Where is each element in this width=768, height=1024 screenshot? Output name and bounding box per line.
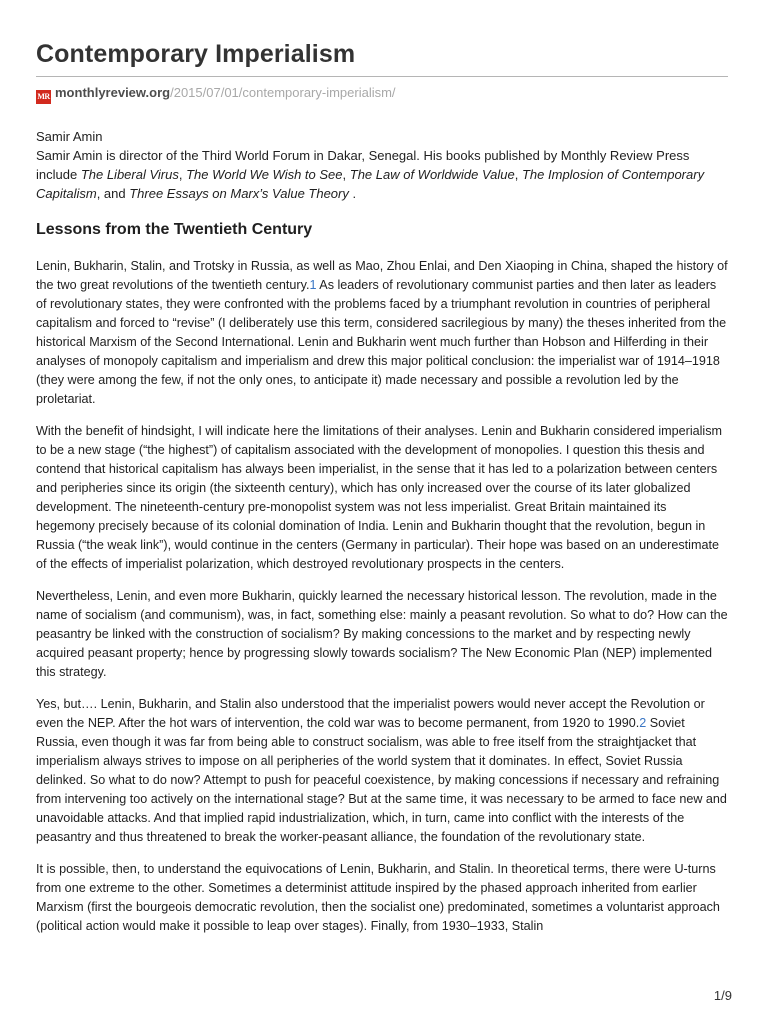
paragraph-text: Lenin, Bukharin, Stalin, and Trotsky in Russia, as well as Mao, Zhou Enlai, and Den Xiaoping in China, shaped the history of the two great revolutions of the twentieth century. xyxy=(36,259,728,292)
footnote-link-2[interactable]: 2 xyxy=(639,716,647,730)
author-bio xyxy=(36,146,728,203)
book-title: The Liberal Virus xyxy=(80,167,179,182)
section-heading: Lessons from the Twentieth Century xyxy=(36,221,313,238)
book-title: The World We Wish to See xyxy=(186,167,343,182)
bio-text: , xyxy=(178,167,187,182)
page-number: 1/9 xyxy=(713,988,732,1003)
footnote-link-1[interactable]: 1 xyxy=(309,278,317,292)
author-name: Samir Amin xyxy=(36,129,103,144)
paragraph-1 xyxy=(36,257,728,409)
title-divider xyxy=(36,76,728,77)
paragraph-2: With the benefit of hindsight, I will indicate here the limitations of their analyses. Lenin and Bukharin considered imperialism to be a new stage (“the highest”) of capitalism associated with the development of monopolies. I question this thesis and contend that historical capitalism has always been imperialist, in the sense that it has led to a polarization between centers and peripheries since its origin (the sixteenth century), which has only increased over the course of its later globalized development. The nineteenth-century pre-monopolist system was not less imperialist. Great Britain maintained its hegemony precisely because of its colonial domination of India. Lenin and Bukharin thought that the revolution, begun in Russia (“the weak link”), would continue in the centers (Germany in particular). Their hope was based on an underestimate of the effects of imperialist polarization, which destroyed revolutionary prospects in the centers. xyxy=(36,424,723,571)
paragraph-5: It is possible, then, to understand the equivocations of Lenin, Bukharin, and Stalin. In theoretical terms, there were U-turns from one extreme to the other. Sometimes a determinist attitude inspired by the phased approach inherited from earlier Marxism (first the bourgeois democratic revolution, then the socialist one) predominated, sometimes a voluntarist approach (political action would make it possible to leap over stages). Finally, from 1930–1933, Stalin xyxy=(36,862,720,933)
paragraph-text: As leaders of revolutionary communist parties and then later as leaders of revolutionary states, they were confronted with the problems faced by a triumphant revolution in countries of peripheral capitalism and forced to “revise” (I deliberately use this term, considered sacrilegious by many) the theses inherited from the historical Marxism of the Second International. Lenin and Bukharin went much further than Hobson and Hilferding in their analyses of monopoly capitalism and imperialism and drew this major political conclusion: the imperialist war of 1914–1918 (they were among the few, if not the only ones, to anticipate it) made necessary and possible a revolution led by the proletariat. xyxy=(36,278,727,406)
bio-text: Samir Amin is director of the Third World Forum in Dakar, Senegal. His books published by Monthly Review Press include xyxy=(36,148,690,182)
source-link[interactable] xyxy=(36,84,396,104)
source-domain[interactable]: monthlyreview.org xyxy=(55,85,171,100)
paragraph-text: Soviet Russia, even though it was far from being able to construct socialism, was able to free itself from the straightjacket that imperialism always strives to impose on all peripheries of the world system that it dominates. In effect, Soviet Russia delinked. So what to do now? Attempt to push for peaceful coexistence, by making concessions if necessary and refraining from intervening too actively on the international stage? But at the same time, it was necessary to be armed to face new and unavoidable attacks. And that implied rapid industrialization, which, in turn, came into conflict with the interests of the peasantry and thus threatened to break the worker-peasant alliance, the foundation of the revolutionary state. xyxy=(36,716,727,844)
author-block xyxy=(36,127,728,203)
bio-text: , xyxy=(342,167,350,182)
article-title: Contemporary Imperialism xyxy=(36,40,356,68)
article-body xyxy=(36,257,728,949)
book-title: The Law of Worldwide Value xyxy=(349,167,515,182)
book-title: The Implosion of Contemporary Capitalism xyxy=(36,167,705,201)
paragraph-text: Yes, but…. Lenin, Bukharin, and Stalin also understood that the imperialist powers would never accept the Revolution or even the NEP. After the hot wars of intervention, the cold war was to become permanent, from 1920 to 1990. xyxy=(36,697,705,730)
paragraph-3: Nevertheless, Lenin, and even more Bukharin, quickly learned the necessary historical lesson. The revolution, made in the name of socialism (and communism), was, in fact, something else: mainly a peasant revolution. So what to do? How can the peasantry be linked with the construction of socialism? By making concessions to the market and by respecting newly acquired peasant property; hence by progressing slowly towards socialism? The New Economic Plan (NEP) implemented this strategy. xyxy=(36,589,728,679)
book-title: Three Essays on Marx’s Value Theory xyxy=(129,186,349,201)
bio-text: , xyxy=(514,167,522,182)
monthly-review-logo-icon: MR xyxy=(36,90,51,104)
source-path[interactable]: /2015/07/01/contemporary-imperialism/ xyxy=(170,85,396,100)
paragraph-4 xyxy=(36,695,728,847)
bio-text: . xyxy=(348,186,357,201)
bio-text: , and xyxy=(96,186,130,201)
